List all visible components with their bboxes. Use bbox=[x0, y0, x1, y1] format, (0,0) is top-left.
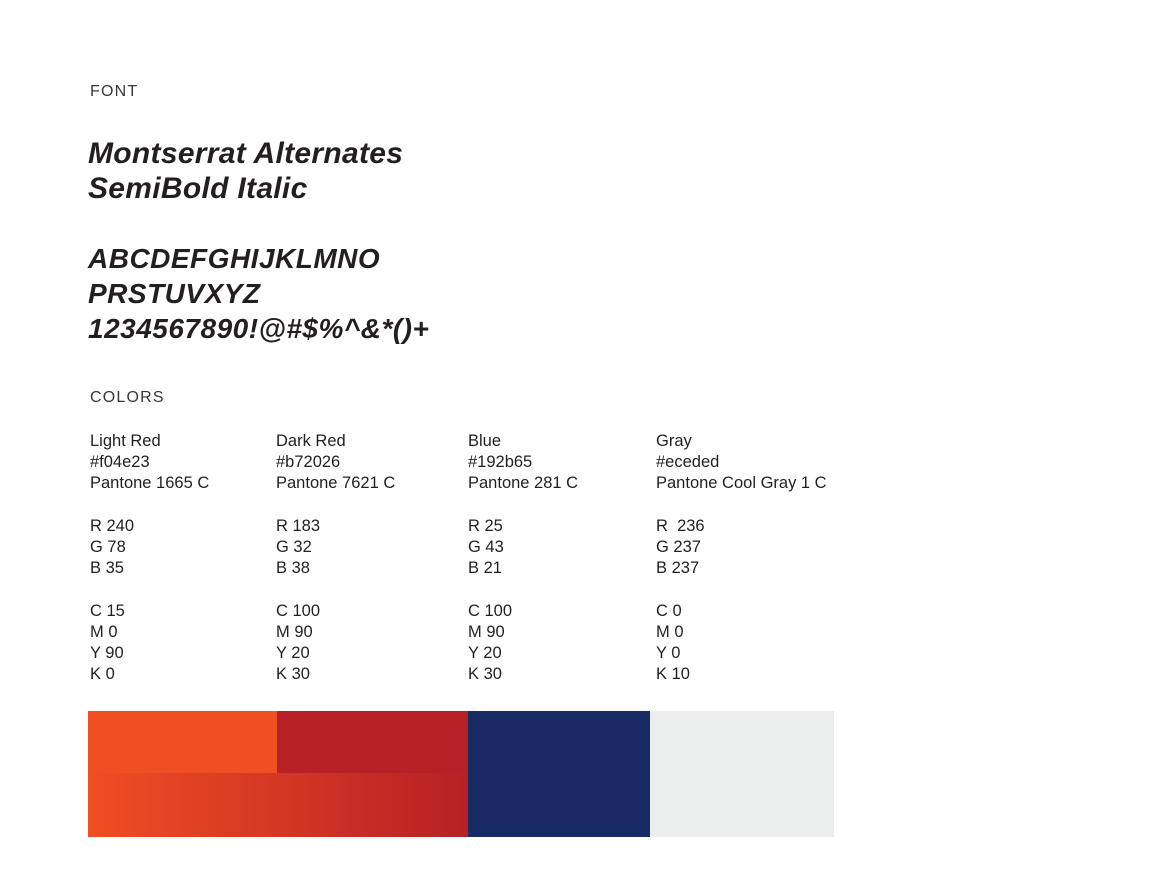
font-section-label: FONT bbox=[90, 83, 139, 100]
font-name-line2: SemiBold Italic bbox=[88, 172, 308, 205]
rgb-r-value: R 236 bbox=[656, 517, 705, 535]
cmyk-y-value: Y 0 bbox=[656, 644, 681, 662]
rgb-g-value: G 237 bbox=[656, 538, 701, 556]
color-name: Dark Red bbox=[276, 432, 346, 450]
cmyk-m-value: M 0 bbox=[656, 623, 684, 641]
cmyk-c-value: C 100 bbox=[276, 602, 321, 620]
cmyk-y-value: Y 20 bbox=[468, 644, 502, 662]
specimen-uppercase-line1: ABCDEFGHIJKLMNO bbox=[88, 243, 381, 274]
cmyk-m-value: M 90 bbox=[468, 623, 505, 641]
swatch-light-red bbox=[88, 711, 277, 773]
specimen-numerals-symbols: 1234567890!@#$%^&*()+ bbox=[88, 313, 430, 344]
cmyk-c-value: C 100 bbox=[468, 602, 513, 620]
colors-section-label: COLORS bbox=[90, 389, 165, 406]
swatch-gray bbox=[650, 711, 834, 837]
cmyk-m-value: M 0 bbox=[90, 623, 118, 641]
color-name: Gray bbox=[656, 432, 692, 450]
color-name: Blue bbox=[468, 432, 502, 450]
cmyk-y-value: Y 20 bbox=[276, 644, 310, 662]
font-name-heading bbox=[88, 136, 403, 206]
rgb-g-value: G 78 bbox=[90, 538, 126, 556]
cmyk-c-value: C 15 bbox=[90, 602, 125, 620]
color-pantone: Pantone 7621 C bbox=[276, 474, 396, 492]
font-specimen bbox=[88, 241, 429, 346]
cmyk-k-value: K 30 bbox=[468, 665, 502, 683]
specimen-uppercase-line2: PRSTUVXYZ bbox=[88, 278, 261, 309]
rgb-g-value: G 43 bbox=[468, 538, 504, 556]
cmyk-k-value: K 10 bbox=[656, 665, 690, 683]
cmyk-k-value: K 0 bbox=[90, 665, 115, 683]
color-hex: #eceded bbox=[656, 453, 720, 471]
color-name: Light Red bbox=[90, 432, 161, 450]
cmyk-k-value: K 30 bbox=[276, 665, 310, 683]
swatch-blue bbox=[468, 711, 650, 837]
cmyk-c-value: C 0 bbox=[656, 602, 682, 620]
color-column-blue bbox=[468, 431, 654, 685]
cmyk-m-value: M 90 bbox=[276, 623, 313, 641]
swatch-gradient-light-red-to-dark-red bbox=[88, 773, 468, 837]
rgb-b-value: B 21 bbox=[468, 559, 502, 577]
color-column-light-red bbox=[90, 431, 276, 685]
color-swatch-strip bbox=[88, 711, 834, 837]
rgb-r-value: R 183 bbox=[276, 517, 321, 535]
color-pantone: Pantone Cool Gray 1 C bbox=[656, 474, 827, 492]
color-hex: #b72026 bbox=[276, 453, 341, 471]
color-pantone: Pantone 1665 C bbox=[90, 474, 210, 492]
rgb-b-value: B 35 bbox=[90, 559, 124, 577]
color-hex: #192b65 bbox=[468, 453, 533, 471]
font-name-line1: Montserrat Alternates bbox=[88, 137, 404, 170]
color-column-gray bbox=[656, 431, 842, 685]
color-column-dark-red bbox=[276, 431, 462, 685]
rgb-b-value: B 38 bbox=[276, 559, 310, 577]
color-hex: #f04e23 bbox=[90, 453, 150, 471]
color-pantone: Pantone 281 C bbox=[468, 474, 579, 492]
rgb-r-value: R 25 bbox=[468, 517, 503, 535]
rgb-g-value: G 32 bbox=[276, 538, 312, 556]
rgb-b-value: B 237 bbox=[656, 559, 700, 577]
swatch-dark-red bbox=[277, 711, 468, 773]
rgb-r-value: R 240 bbox=[90, 517, 135, 535]
cmyk-y-value: Y 90 bbox=[90, 644, 124, 662]
